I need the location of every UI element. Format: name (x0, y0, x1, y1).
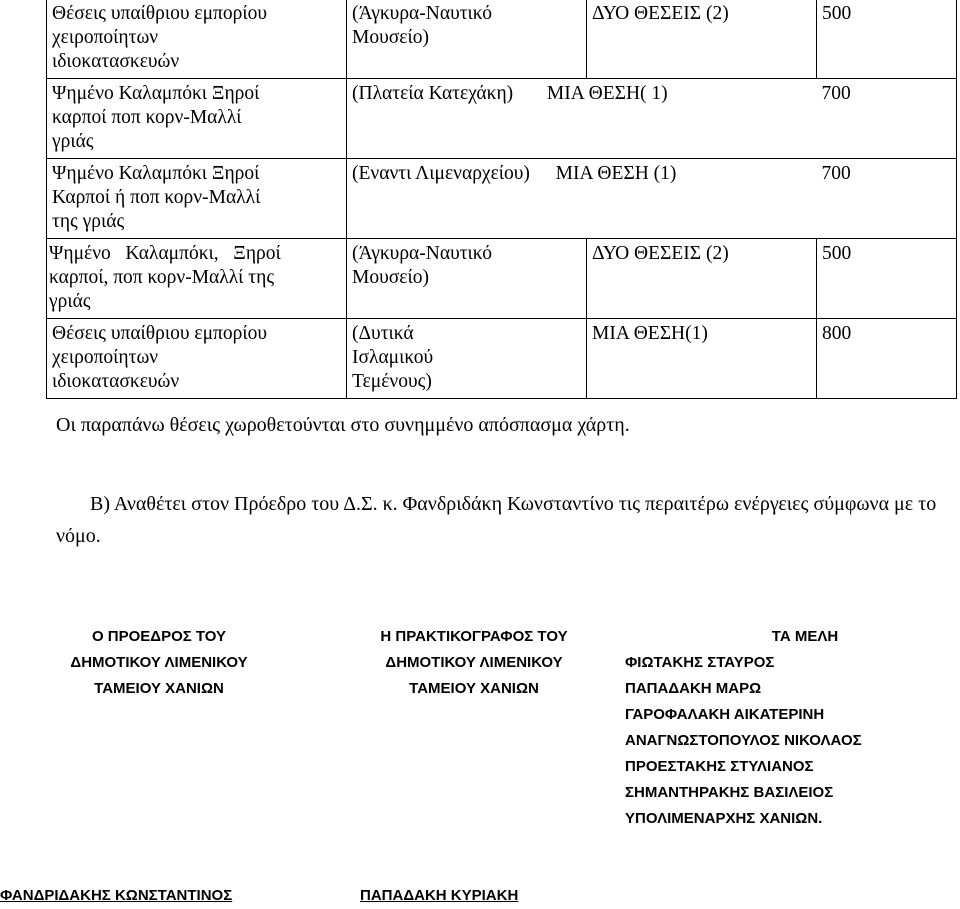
spots-text: ΜΙΑ ΘΕΣΗ( 1) (546, 83, 668, 104)
product-cell (47, 319, 347, 399)
signature-line: ΔΗΜΟΤΙΚΟΥ ΛΙΜΕΝΙΚΟΥ (70, 654, 248, 671)
table-row (47, 0, 957, 79)
product-line: Ψημένο Καλαμπόκι Ξηροί (52, 83, 260, 104)
product-line: της γριάς (52, 211, 125, 232)
price-cell (817, 79, 957, 159)
location-cell (347, 239, 587, 319)
product-line: γριάς (49, 291, 91, 312)
secretary-signature-block (328, 624, 620, 702)
location-line: (Δυτικά (352, 323, 414, 344)
product-line: γριάς (52, 131, 94, 152)
president-signature-block (30, 624, 288, 702)
product-cell (47, 159, 347, 239)
table-body (47, 0, 957, 399)
product-line: χειροποίητων (52, 347, 159, 368)
price-cell (817, 239, 957, 319)
member-name: ΠΡΟΕΣΤΑΚΗΣ ΣΤΥΛΙΑΝΟΣ (625, 758, 814, 775)
paragraph-b: Β) Αναθέτει στον Πρόεδρο του Δ.Σ. κ. Φανδριδάκη Κωνσταντίνο τις περαιτέρω ενέργειες σύμφωνα με το νόμο. (56, 493, 937, 547)
location-spots-cell (347, 79, 817, 159)
price-text: 500 (822, 3, 852, 24)
product-line: χειροποίητων (52, 27, 159, 48)
spots-text: ΔΥΟ ΘΕΣΕΙΣ (2) (592, 3, 729, 24)
spots-text: ΔΥΟ ΘΕΣΕΙΣ (2) (592, 243, 729, 264)
member-name: ΣΗΜΑΝΤΗΡΑΚΗΣ ΒΑΣΙΛΕΙΟΣ (625, 784, 834, 801)
location-spots-cell (347, 159, 817, 239)
location-line: (Άγκυρα-Ναυτικό (352, 243, 492, 264)
signature-line: ΤΑΜΕΙΟΥ ΧΑΝΙΩΝ (94, 680, 224, 697)
map-note: Οι παραπάνω θέσεις χωροθετούνται στο συνημμένο απόσπασμα χάρτη. (56, 414, 630, 436)
location-cell (347, 0, 587, 79)
members-signature-block (625, 624, 955, 832)
location-line: Μουσείο) (352, 27, 429, 48)
spots-text: ΜΙΑ ΘΕΣΗ(1) (592, 323, 708, 344)
spots-text: ΜΙΑ ΘΕΣΗ (1) (555, 163, 677, 184)
price-text: 800 (822, 323, 852, 344)
product-line: Ψημένο Καλαμπόκι Ξηροί (52, 163, 260, 184)
product-cell (47, 239, 347, 319)
price-text: 500 (822, 243, 852, 264)
member-name: ΥΠΟΛΙΜΕΝΑΡΧΗΣ ΧΑΝΙΩΝ. (625, 810, 823, 827)
table-row (47, 239, 957, 319)
location-line: (Άγκυρα-Ναυτικό (352, 3, 492, 24)
members-title: ΤΑ ΜΕΛΗ (771, 628, 839, 645)
product-line: Θέσεις υπαίθριου εμπορίου (52, 3, 267, 24)
product-line: καρποί ποπ κορν-Μαλλί (52, 107, 242, 128)
location-line: Τεμένους) (352, 371, 432, 392)
president-name: ΦΑΝΔΡΙΔΑΚΗΣ ΚΩΝΣΤΑΝΤΙΝΟΣ (0, 887, 233, 904)
product-line: ιδιοκατασκευών (52, 51, 180, 72)
spots-cell (587, 239, 817, 319)
product-cell (47, 79, 347, 159)
signature-line: Η ΠΡΑΚΤΙΚΟΓΡΑΦΟΣ ΤΟΥ (380, 628, 568, 645)
trade-spots-table (46, 0, 957, 399)
signature-line: ΤΑΜΕΙΟΥ ΧΑΝΙΩΝ (409, 680, 539, 697)
member-name: ΦΙΩΤΑΚΗΣ ΣΤΑΥΡΟΣ (625, 654, 775, 671)
product-line: Θέσεις υπαίθριου εμπορίου (52, 323, 267, 344)
location-line: Ισλαμικού (352, 347, 434, 368)
price-cell (817, 159, 957, 239)
table-row (47, 159, 957, 239)
location-line: Μουσείο) (352, 267, 429, 288)
location-line: (Εναντι Λιμεναρχείου) (352, 163, 530, 184)
spots-cell (587, 0, 817, 79)
price-cell (817, 319, 957, 399)
price-cell (817, 0, 957, 79)
member-name: ΠΑΠΑΔΑΚΗ ΜΑΡΩ (625, 680, 762, 697)
location-line: (Πλατεία Κατεχάκη) (352, 83, 514, 104)
product-line: ιδιοκατασκευών (52, 371, 180, 392)
product-line: Καρποί ή ποπ κορν-Μαλλί (52, 187, 261, 208)
product-line: καρποί, ποπ κορν-Μαλλί της (49, 267, 275, 288)
signature-line: ΔΗΜΟΤΙΚΟΥ ΛΙΜΕΝΙΚΟΥ (385, 654, 563, 671)
product-line: Ψημένο Καλαμπόκι, Ξηροί (49, 243, 281, 264)
price-text: 700 (821, 163, 851, 184)
table-row (47, 319, 957, 399)
signature-line: Ο ΠΡΟΕΔΡΟΣ ΤΟΥ (91, 628, 227, 645)
table-row (47, 79, 957, 159)
spots-cell (587, 319, 817, 399)
secretary-name: ΠΑΠΑΔΑΚΗ ΚΥΡΙΑΚΗ (360, 887, 519, 904)
location-cell (347, 319, 587, 399)
member-name: ΑΝΑΓΝΩΣΤΟΠΟΥΛΟΣ ΝΙΚΟΛΑΟΣ (625, 732, 862, 749)
product-cell (47, 0, 347, 79)
member-name: ΓΑΡΟΦΑΛΑΚΗ ΑΙΚΑΤΕΡΙΝΗ (625, 706, 825, 723)
price-text: 700 (821, 83, 851, 104)
